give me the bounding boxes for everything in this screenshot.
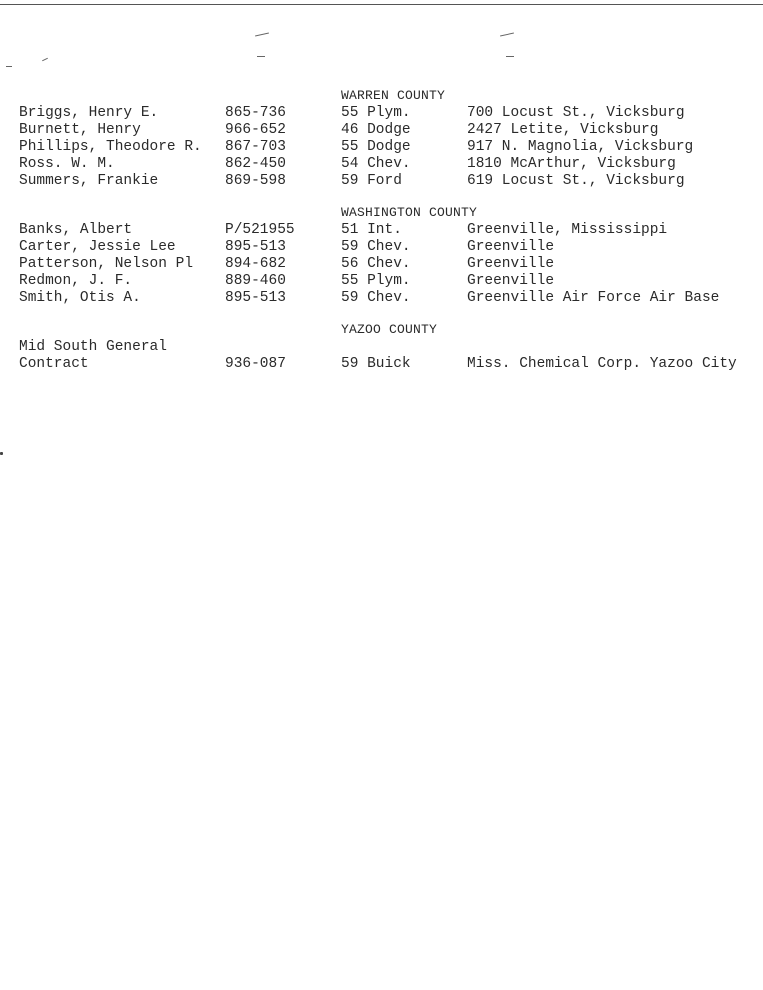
stray-mark bbox=[506, 56, 514, 57]
section-heading-yazoo: YAZOO COUNTY bbox=[341, 322, 438, 337]
name-cell: Patterson, Nelson Pl bbox=[19, 256, 194, 272]
name-cell: Ross. W. M. bbox=[19, 156, 115, 172]
address-cell: 619 Locust St., Vicksburg bbox=[467, 173, 685, 189]
name-cell: Banks, Albert bbox=[19, 222, 133, 238]
section-heading-washington: WASHINGTON COUNTY bbox=[341, 205, 478, 220]
car-cell: 59 Chev. bbox=[341, 290, 411, 306]
car-cell: 59 Buick bbox=[341, 356, 411, 372]
phone-cell: 966-652 bbox=[225, 122, 286, 138]
name-cell: Carter, Jessie Lee bbox=[19, 239, 176, 255]
phone-cell: 889-460 bbox=[225, 273, 286, 289]
name-cell: Phillips, Theodore R. bbox=[19, 139, 202, 155]
phone-cell: 862-450 bbox=[225, 156, 286, 172]
address-cell: Greenville bbox=[467, 273, 555, 289]
address-cell: Miss. Chemical Corp. Yazoo City bbox=[467, 356, 737, 372]
car-cell: 54 Chev. bbox=[341, 156, 411, 172]
stray-mark bbox=[255, 33, 269, 37]
name-cell: Briggs, Henry E. bbox=[19, 105, 159, 121]
address-cell: 2427 Letite, Vicksburg bbox=[467, 122, 659, 138]
table-row bbox=[0, 356, 763, 373]
car-cell: 46 Dodge bbox=[341, 122, 411, 138]
table-row bbox=[0, 139, 763, 156]
name-cell: Smith, Otis A. bbox=[19, 290, 141, 306]
phone-cell: 936-087 bbox=[225, 356, 286, 372]
stray-mark bbox=[6, 66, 12, 67]
phone-cell: P/521955 bbox=[225, 222, 295, 238]
name-cell: Summers, Frankie bbox=[19, 173, 159, 189]
address-cell: Greenville bbox=[467, 256, 555, 272]
table-row bbox=[0, 173, 763, 190]
stray-mark bbox=[257, 56, 265, 57]
table-row bbox=[0, 239, 763, 256]
stray-mark bbox=[500, 33, 514, 37]
table-row bbox=[0, 122, 763, 139]
car-cell: 51 Int. bbox=[341, 222, 402, 238]
table-row bbox=[0, 105, 763, 122]
top-rule bbox=[0, 4, 763, 5]
address-cell: 1810 McArthur, Vicksburg bbox=[467, 156, 676, 172]
address-cell: Greenville Air Force Air Base bbox=[467, 290, 720, 306]
car-cell: 56 Chev. bbox=[341, 256, 411, 272]
stray-mark bbox=[0, 452, 3, 455]
address-cell: 917 N. Magnolia, Vicksburg bbox=[467, 139, 694, 155]
car-cell: 59 Chev. bbox=[341, 239, 411, 255]
car-cell: 55 Dodge bbox=[341, 139, 411, 155]
car-cell: 59 Ford bbox=[341, 173, 402, 189]
phone-cell: 867-703 bbox=[225, 139, 286, 155]
table-row bbox=[0, 273, 763, 290]
stray-mark bbox=[42, 58, 48, 61]
name-cell: Contract bbox=[19, 356, 89, 372]
address-cell: Greenville bbox=[467, 239, 555, 255]
car-cell: 55 Plym. bbox=[341, 105, 411, 121]
address-cell: Greenville, Mississippi bbox=[467, 222, 668, 238]
phone-cell: 894-682 bbox=[225, 256, 286, 272]
phone-cell: 895-513 bbox=[225, 290, 286, 306]
name-cell: Redmon, J. F. bbox=[19, 273, 133, 289]
table-row bbox=[0, 290, 763, 307]
phone-cell: 865-736 bbox=[225, 105, 286, 121]
car-cell: 55 Plym. bbox=[341, 273, 411, 289]
table-row bbox=[0, 156, 763, 173]
phone-cell: 895-513 bbox=[225, 239, 286, 255]
section-heading-warren: WARREN COUNTY bbox=[341, 88, 446, 103]
phone-cell: 869-598 bbox=[225, 173, 286, 189]
address-cell: 700 Locust St., Vicksburg bbox=[467, 105, 685, 121]
table-row bbox=[0, 256, 763, 273]
table-row bbox=[0, 222, 763, 239]
name-cell: Burnett, Henry bbox=[19, 122, 141, 138]
name-cell-line1: Mid South General bbox=[19, 339, 167, 355]
